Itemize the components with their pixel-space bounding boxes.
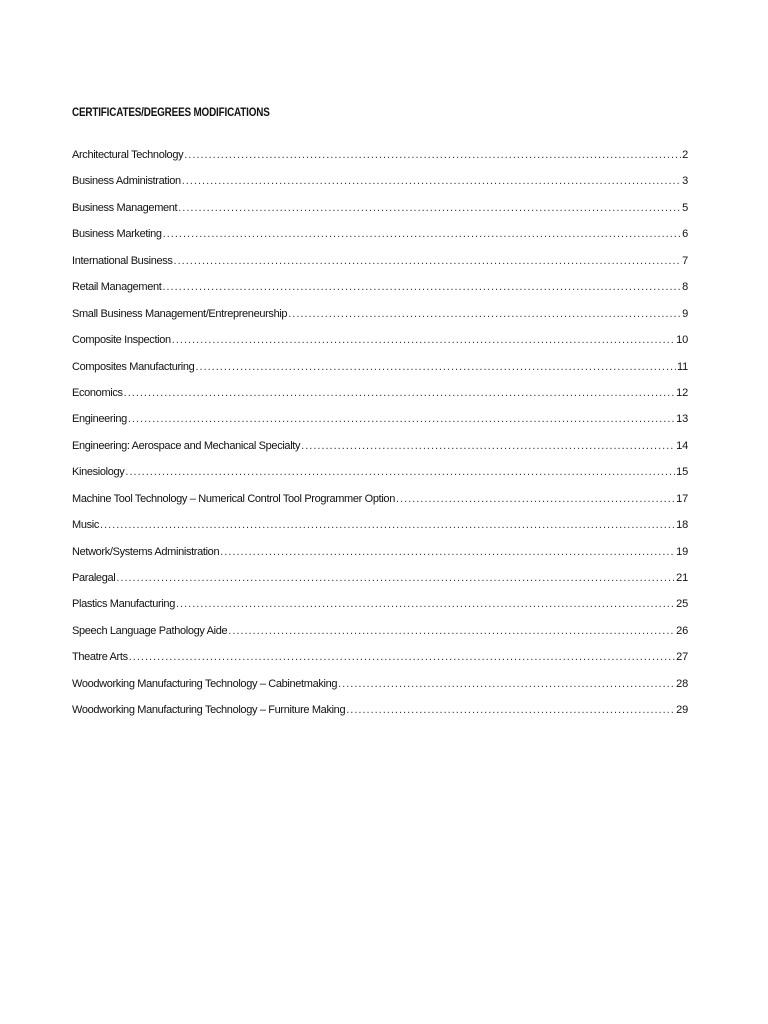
toc-entry-label: Music xyxy=(72,519,99,532)
document-title: CERTIFICATES/DEGREES MODIFICATIONS xyxy=(72,107,270,119)
toc-entry xyxy=(72,651,688,677)
toc-entry xyxy=(72,228,688,254)
toc-entry-label: Composites Manufacturing xyxy=(72,360,195,373)
dot-leader xyxy=(124,387,676,399)
toc-entry-page: 29 xyxy=(676,704,688,717)
toc-entry-label: Small Business Management/Entrepreneurship xyxy=(72,307,288,320)
toc-entry xyxy=(72,202,688,228)
toc-entry-label: Economics xyxy=(72,386,123,399)
dot-leader xyxy=(162,281,681,293)
dot-leader xyxy=(184,149,681,161)
dot-leader xyxy=(346,704,675,716)
toc-entry-label: Speech Language Pathology Aide xyxy=(72,624,228,637)
table-of-contents xyxy=(72,149,688,731)
toc-entry-label: Woodworking Manufacturing Technology – Cabinetmaking xyxy=(72,677,338,690)
toc-entry-page: 25 xyxy=(676,598,688,611)
dot-leader xyxy=(129,651,675,663)
dot-leader xyxy=(396,493,675,505)
dot-leader xyxy=(301,440,675,452)
toc-entry-page: 11 xyxy=(676,360,688,373)
dot-leader xyxy=(288,308,681,320)
dot-leader xyxy=(195,361,676,373)
toc-entry-label: Business Management xyxy=(72,201,178,214)
toc-entry-label: Architectural Technology xyxy=(72,149,184,161)
toc-entry xyxy=(72,387,688,413)
toc-entry xyxy=(72,704,688,730)
toc-entry-page: 5 xyxy=(682,201,688,214)
toc-entry-label: Retail Management xyxy=(72,281,162,294)
toc-entry-label: Theatre Arts xyxy=(72,651,128,664)
toc-entry xyxy=(72,361,688,387)
dot-leader xyxy=(182,175,681,187)
toc-entry-page: 26 xyxy=(676,624,688,637)
dot-leader xyxy=(220,546,675,558)
dot-leader xyxy=(116,572,675,584)
toc-entry xyxy=(72,678,688,704)
toc-entry-label: Network/Systems Administration xyxy=(72,545,220,558)
dot-leader xyxy=(163,228,681,240)
toc-entry xyxy=(72,281,688,307)
toc-entry-page: 8 xyxy=(682,281,688,294)
toc-entry-label: Woodworking Manufacturing Technology – Furniture Making xyxy=(72,704,346,717)
toc-entry xyxy=(72,625,688,651)
toc-entry xyxy=(72,519,688,545)
toc-entry-page: 15 xyxy=(676,466,688,479)
toc-entry-page: 9 xyxy=(682,307,688,320)
toc-entry xyxy=(72,308,688,334)
toc-entry xyxy=(72,255,688,281)
toc-entry-page: 18 xyxy=(676,519,688,532)
toc-entry-page: 17 xyxy=(676,492,688,505)
toc-entry xyxy=(72,440,688,466)
toc-entry-page: 19 xyxy=(676,545,688,558)
toc-entry-page: 10 xyxy=(676,334,688,347)
toc-entry xyxy=(72,466,688,492)
toc-entry xyxy=(72,546,688,572)
toc-entry-label: Paralegal xyxy=(72,572,116,584)
toc-entry-label: Business Administration xyxy=(72,175,181,188)
dot-leader xyxy=(228,625,675,637)
toc-entry-label: Kinesiology xyxy=(72,466,125,479)
toc-entry-label: Engineering: Aerospace and Mechanical Specialty xyxy=(72,439,301,452)
toc-entry xyxy=(72,413,688,439)
toc-entry xyxy=(72,572,688,598)
toc-entry xyxy=(72,334,688,360)
dot-leader xyxy=(100,519,675,531)
toc-entry-page: 2 xyxy=(682,149,688,161)
toc-entry xyxy=(72,598,688,624)
dot-leader xyxy=(176,598,675,610)
dot-leader xyxy=(178,202,681,214)
toc-entry-page: 7 xyxy=(682,254,688,267)
toc-entry-label: Machine Tool Technology – Numerical Control Tool Programmer Option xyxy=(72,492,395,505)
toc-entry-page: 14 xyxy=(676,439,688,452)
toc-entry-label: Engineering xyxy=(72,413,127,426)
toc-entry-label: Plastics Manufacturing xyxy=(72,598,175,611)
toc-entry xyxy=(72,149,688,175)
dot-leader xyxy=(174,255,682,267)
toc-entry-page: 13 xyxy=(676,413,688,426)
toc-entry xyxy=(72,175,688,201)
toc-entry-page: 27 xyxy=(676,651,688,664)
dot-leader xyxy=(125,466,675,478)
toc-entry-page: 3 xyxy=(682,175,688,188)
toc-entry xyxy=(72,493,688,519)
toc-entry-label: Business Marketing xyxy=(72,228,162,241)
toc-entry-label: Composite Inspection xyxy=(72,334,171,347)
dot-leader xyxy=(172,334,675,346)
toc-entry-page: 21 xyxy=(676,572,688,584)
toc-entry-page: 6 xyxy=(682,228,688,241)
dot-leader xyxy=(338,678,675,690)
toc-entry-label: International Business xyxy=(72,254,173,267)
toc-entry-page: 12 xyxy=(676,386,688,399)
dot-leader xyxy=(128,413,675,425)
toc-entry-page: 28 xyxy=(676,677,688,690)
